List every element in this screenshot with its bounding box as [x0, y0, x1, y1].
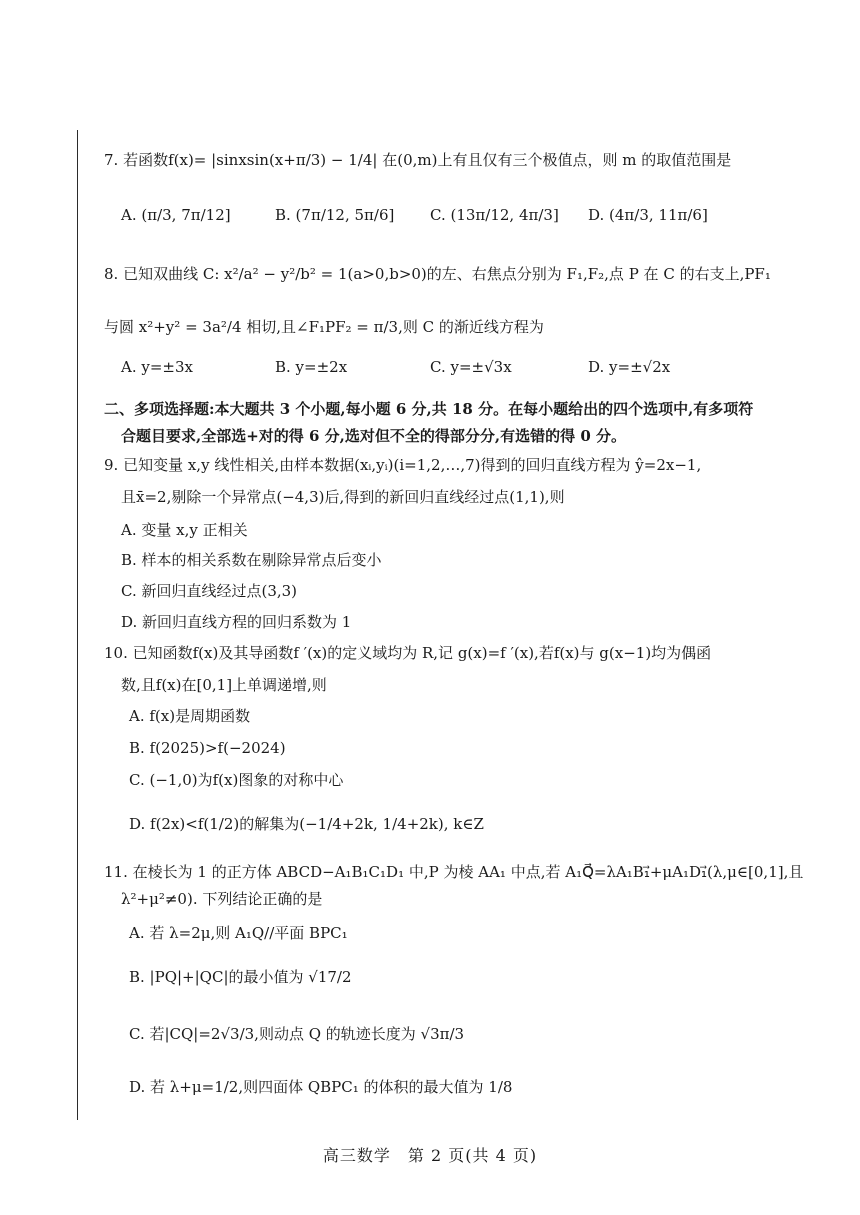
q10-option-a: A. f(x)是周期函数	[129, 707, 251, 725]
q10-option-c: C. (−1,0)为f(x)图象的对称中心	[129, 771, 344, 789]
q8-stem-line2: 与圆 x²+y² = 3a²/4 相切,且∠F₁PF₂ = π/3,则 C 的渐近线方程为	[104, 318, 544, 336]
q11-stem-line2: λ²+μ²≠0). 下列结论正确的是	[121, 890, 323, 908]
q11-option-b: B. |PQ|+|QC|的最小值为 √17/2	[129, 968, 352, 986]
q10-option-d: D. f(2x)<f(1/2)的解集为(−1/4+2k, 1/4+2k), k∈Z	[129, 815, 484, 833]
q10-stem-line2: 数,且f(x)在[0,1]上单调递增,则	[121, 676, 327, 694]
q8-option-d: D. y=±√2x	[588, 358, 671, 376]
page-footer: 高三数学 第 2 页(共 4 页)	[322, 1146, 538, 1165]
q11-option-c: C. 若|CQ|=2√3/3,则动点 Q 的轨迹长度为 √3π/3	[129, 1025, 465, 1043]
q9-option-d: D. 新回归直线方程的回归系数为 1	[121, 613, 352, 631]
q7-option-c: C. (13π/12, 4π/3]	[430, 206, 559, 224]
binding-margin-line	[77, 130, 78, 1120]
q9-stem-line1: 9. 已知变量 x,y 线性相关,由样本数据(xᵢ,yᵢ)(i=1,2,…,7)得到的回归直线方程为 ŷ=2x−1,	[104, 456, 702, 474]
q8-option-b: B. y=±2x	[275, 358, 348, 376]
q9-option-c: C. 新回归直线经过点(3,3)	[121, 582, 298, 600]
section2-instructions-line1: 二、多项选择题:本大题共 3 个小题,每小题 6 分,共 18 分。在每小题给出的四个选项中,有多项符	[104, 400, 754, 418]
section2-instructions-line2: 合题目要求,全部选+对的得 6 分,选对但不全的得部分分,有选错的得 0 分。	[121, 427, 627, 445]
q11-option-d: D. 若 λ+μ=1/2,则四面体 QBPC₁ 的体积的最大值为 1/8	[129, 1078, 513, 1096]
q7-option-a: A. (π/3, 7π/12]	[121, 206, 231, 224]
q7-stem: 7. 若函数f(x)= |sinxsin(x+π/3) − 1/4| 在(0,m)上有且仅有三个极值点，则 m 的取值范围是	[104, 151, 732, 169]
q8-option-c: C. y=±√3x	[430, 358, 512, 376]
q11-option-a: A. 若 λ=2μ,则 A₁Q//平面 BPC₁	[129, 924, 348, 942]
q11-stem-line1: 11. 在棱长为 1 的正方体 ABCD−A₁B₁C₁D₁ 中,P 为棱 AA₁ 中点,若 A₁Q⃗=λA₁B₁⃗+μA₁D₁⃗(λ,μ∈[0,1],且	[104, 863, 804, 881]
q8-option-a: A. y=±3x	[121, 358, 193, 376]
q9-option-b: B. 样本的相关系数在剔除异常点后变小	[121, 551, 382, 569]
q9-stem-line2: 且x̄=2,剔除一个异常点(−4,3)后,得到的新回归直线经过点(1,1),则	[121, 488, 565, 506]
q7-option-b: B. (7π/12, 5π/6]	[275, 206, 395, 224]
q9-option-a: A. 变量 x,y 正相关	[121, 521, 248, 539]
q10-stem-line1: 10. 已知函数f(x)及其导函数f ′(x)的定义域均为 R,记 g(x)=f ′(x),若f(x)与 g(x−1)均为偶函	[104, 644, 712, 662]
q8-stem-line1: 8. 已知双曲线 C: x²/a² − y²/b² = 1(a>0,b>0)的左、右焦点分别为 F₁,F₂,点 P 在 C 的右支上,PF₁	[104, 265, 771, 283]
q10-option-b: B. f(2025)>f(−2024)	[129, 739, 286, 757]
q7-option-d: D. (4π/3, 11π/6]	[588, 206, 708, 224]
